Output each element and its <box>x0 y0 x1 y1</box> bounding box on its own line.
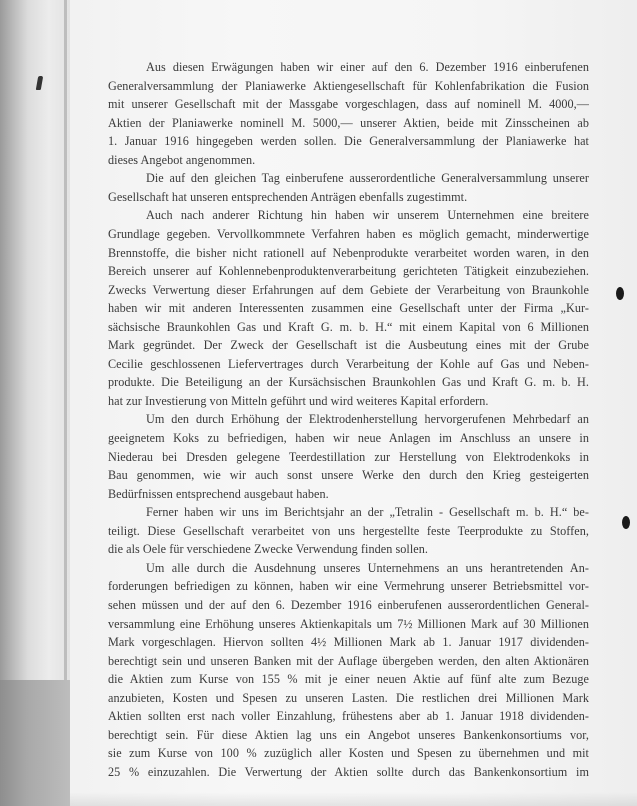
text-line: Grundlage gegeben. Vervollkommnete Verfahren haben es möglich gemacht, minderwertige <box>108 227 589 241</box>
text-line: Gesellschaft hat unseren entsprechenden Anträgen ebenfalls zugestimmt. <box>108 190 468 204</box>
text-line: 25 % einzuzahlen. Die Verwertung der Aktien sollte durch das Bankenkonsortium im <box>108 765 589 779</box>
text-line: versammlung eine Erhöhung unseres Aktienkapitals um 7½ Millionen Mark auf 30 Millionen <box>108 617 589 631</box>
text-line: Bedürfnissen entsprechend ausgebaut haben. <box>108 487 329 501</box>
text-line: forderungen befriedigen zu können, haben wir eine Vermehrung unserer Betriebsmittel vor- <box>108 579 589 593</box>
text-line: Zwecks Verwertung dieser Erfahrungen auf dem Gebiete der Verarbeitung von Braunkohle <box>108 283 589 297</box>
text-line: Auch nach anderer Richtung hin haben wir unserem Unternehmen eine breitere <box>146 208 589 222</box>
text-line: Bereich unserer auf Kohlennebenproduktenverarbeitung gerichteten Tätigkeit einzubeziehen. <box>108 264 589 278</box>
scanner-left-edge <box>0 0 70 806</box>
text-line: mit unserer Gesellschaft mit der Massgabe vorgeschlagen, dass auf nominell M. 4000,— <box>108 97 589 111</box>
text-line: Aus diesen Erwägungen haben wir einer auf den 6. Dezember 1916 einberufenen <box>146 60 589 74</box>
text-line: Ferner haben wir uns im Berichtsjahr an der „Tetralin - Gesellschaft m. b. H.“ be- <box>146 505 589 519</box>
text-line: 1. Januar 1916 hingegeben werden sollen. Die Generalversammlung der Planiawerke hat <box>108 134 589 148</box>
body-text <box>70 0 637 806</box>
punch-hole-bottom <box>622 516 630 529</box>
text-line: sehen müssen und der auf den 6. Dezember 1916 einberufenen ausserordentlichen General- <box>108 598 589 612</box>
text-line: Um alle durch die Ausdehnung unseres Unternehmens an uns herantretenden An- <box>146 561 589 575</box>
page-bottom-shadow <box>70 792 637 806</box>
text-line: dieses Angebot angenommen. <box>108 153 256 167</box>
text-line: Um den durch Erhöhung der Elektrodenherstellung hervorgerufenen Mehrbedarf an <box>146 412 589 426</box>
scanner-shadow <box>0 680 70 806</box>
punch-hole-top <box>616 287 624 300</box>
text-line: Aktien der Planiawerke nominell M. 5000,— unserer Aktien, beide mit Zinsscheinen ab <box>108 116 589 130</box>
text-line: berechtigt sein und unseren Banken mit der Auflage übergeben werden, den alten Aktionären <box>108 654 589 668</box>
text-line: berechtigt sein. Für diese Aktien lag uns ein Angebot unseres Bankenkonsortiums vor, <box>108 728 589 742</box>
text-line: Bau genommen, wie wir auch sonst unsere Werke den durch den Krieg gesteigerten <box>108 468 589 482</box>
text-line: sächsische Braunkohlen Gas und Kraft G. m. b. H.“ mit einem Kapital von 6 Millionen <box>108 320 589 334</box>
text-line: anzubieten, Kosten und Spesen zu unseren Lasten. Die restlichen drei Millionen Mark <box>108 691 589 705</box>
text-line: haben wir mit anderen Interessenten zusammen eine Gesellschaft unter der Firma „Kur- <box>108 301 589 315</box>
text-line: die als Oele für verschiedene Zwecke Verwendung finden sollen. <box>108 542 428 556</box>
text-line: die Aktien zum Kurse von 155 % mit je einer neuen Aktie auf fünf alte zum Bezuge <box>108 672 589 686</box>
text-line: Die auf den gleichen Tag einberufene ausserordentliche Generalversammlung unserer <box>146 171 589 185</box>
text-line: Cecilie geschlossenen Liefervertrages durch Verarbeitung der Kohle auf Gas und Neben- <box>108 357 589 371</box>
text-line: teiligt. Diese Gesellschaft verarbeitet von uns hergestellte feste Teerprodukte zu Stoffen, <box>108 524 589 538</box>
text-line: Niederau bei Dresden gelegene Teerdestillation zur Herstellung von Elektrodenkoks in <box>108 450 589 464</box>
text-line: Mark gegründet. Der Zweck der Gesellschaft ist die Ausbeutung eines mit der Grube <box>108 338 589 352</box>
text-line: sie zum Kurse von 100 % zuzüglich aller Kosten und Spesen zu übernehmen und mit <box>108 746 589 760</box>
page-fold-edge <box>64 0 67 680</box>
text-line: Mark vorgeschlagen. Hiervon sollten 4½ Millionen Mark ab 1. Januar 1917 dividenden- <box>108 635 589 649</box>
text-line: produkte. Die Beteiligung an der Kursächsischen Braunkohlen Gas und Kraft G. m. b. H. <box>108 375 589 389</box>
text-line: Aktien sollten erst nach voller Einzahlung, frühestens aber ab 1. Januar 1918 dividenden- <box>108 709 589 723</box>
text-line: Generalversammlung der Planiawerke Aktiengesellschaft für Kohlenfabrikation die Fusion <box>108 79 589 93</box>
ink-mark <box>36 76 43 90</box>
text-line: hat zur Investierung von Mitteln geführt und wird weiteres Kapital erfordern. <box>108 394 489 408</box>
text-line: geeignetem Koks zu befriedigen, haben wir neue Anlagen im Anschluss an unsere in <box>108 431 589 445</box>
document-page <box>70 0 637 806</box>
text-line: Brennstoffe, die bisher nicht rationell auf Nebenprodukte verarbeitet worden waren, in den <box>108 246 589 260</box>
